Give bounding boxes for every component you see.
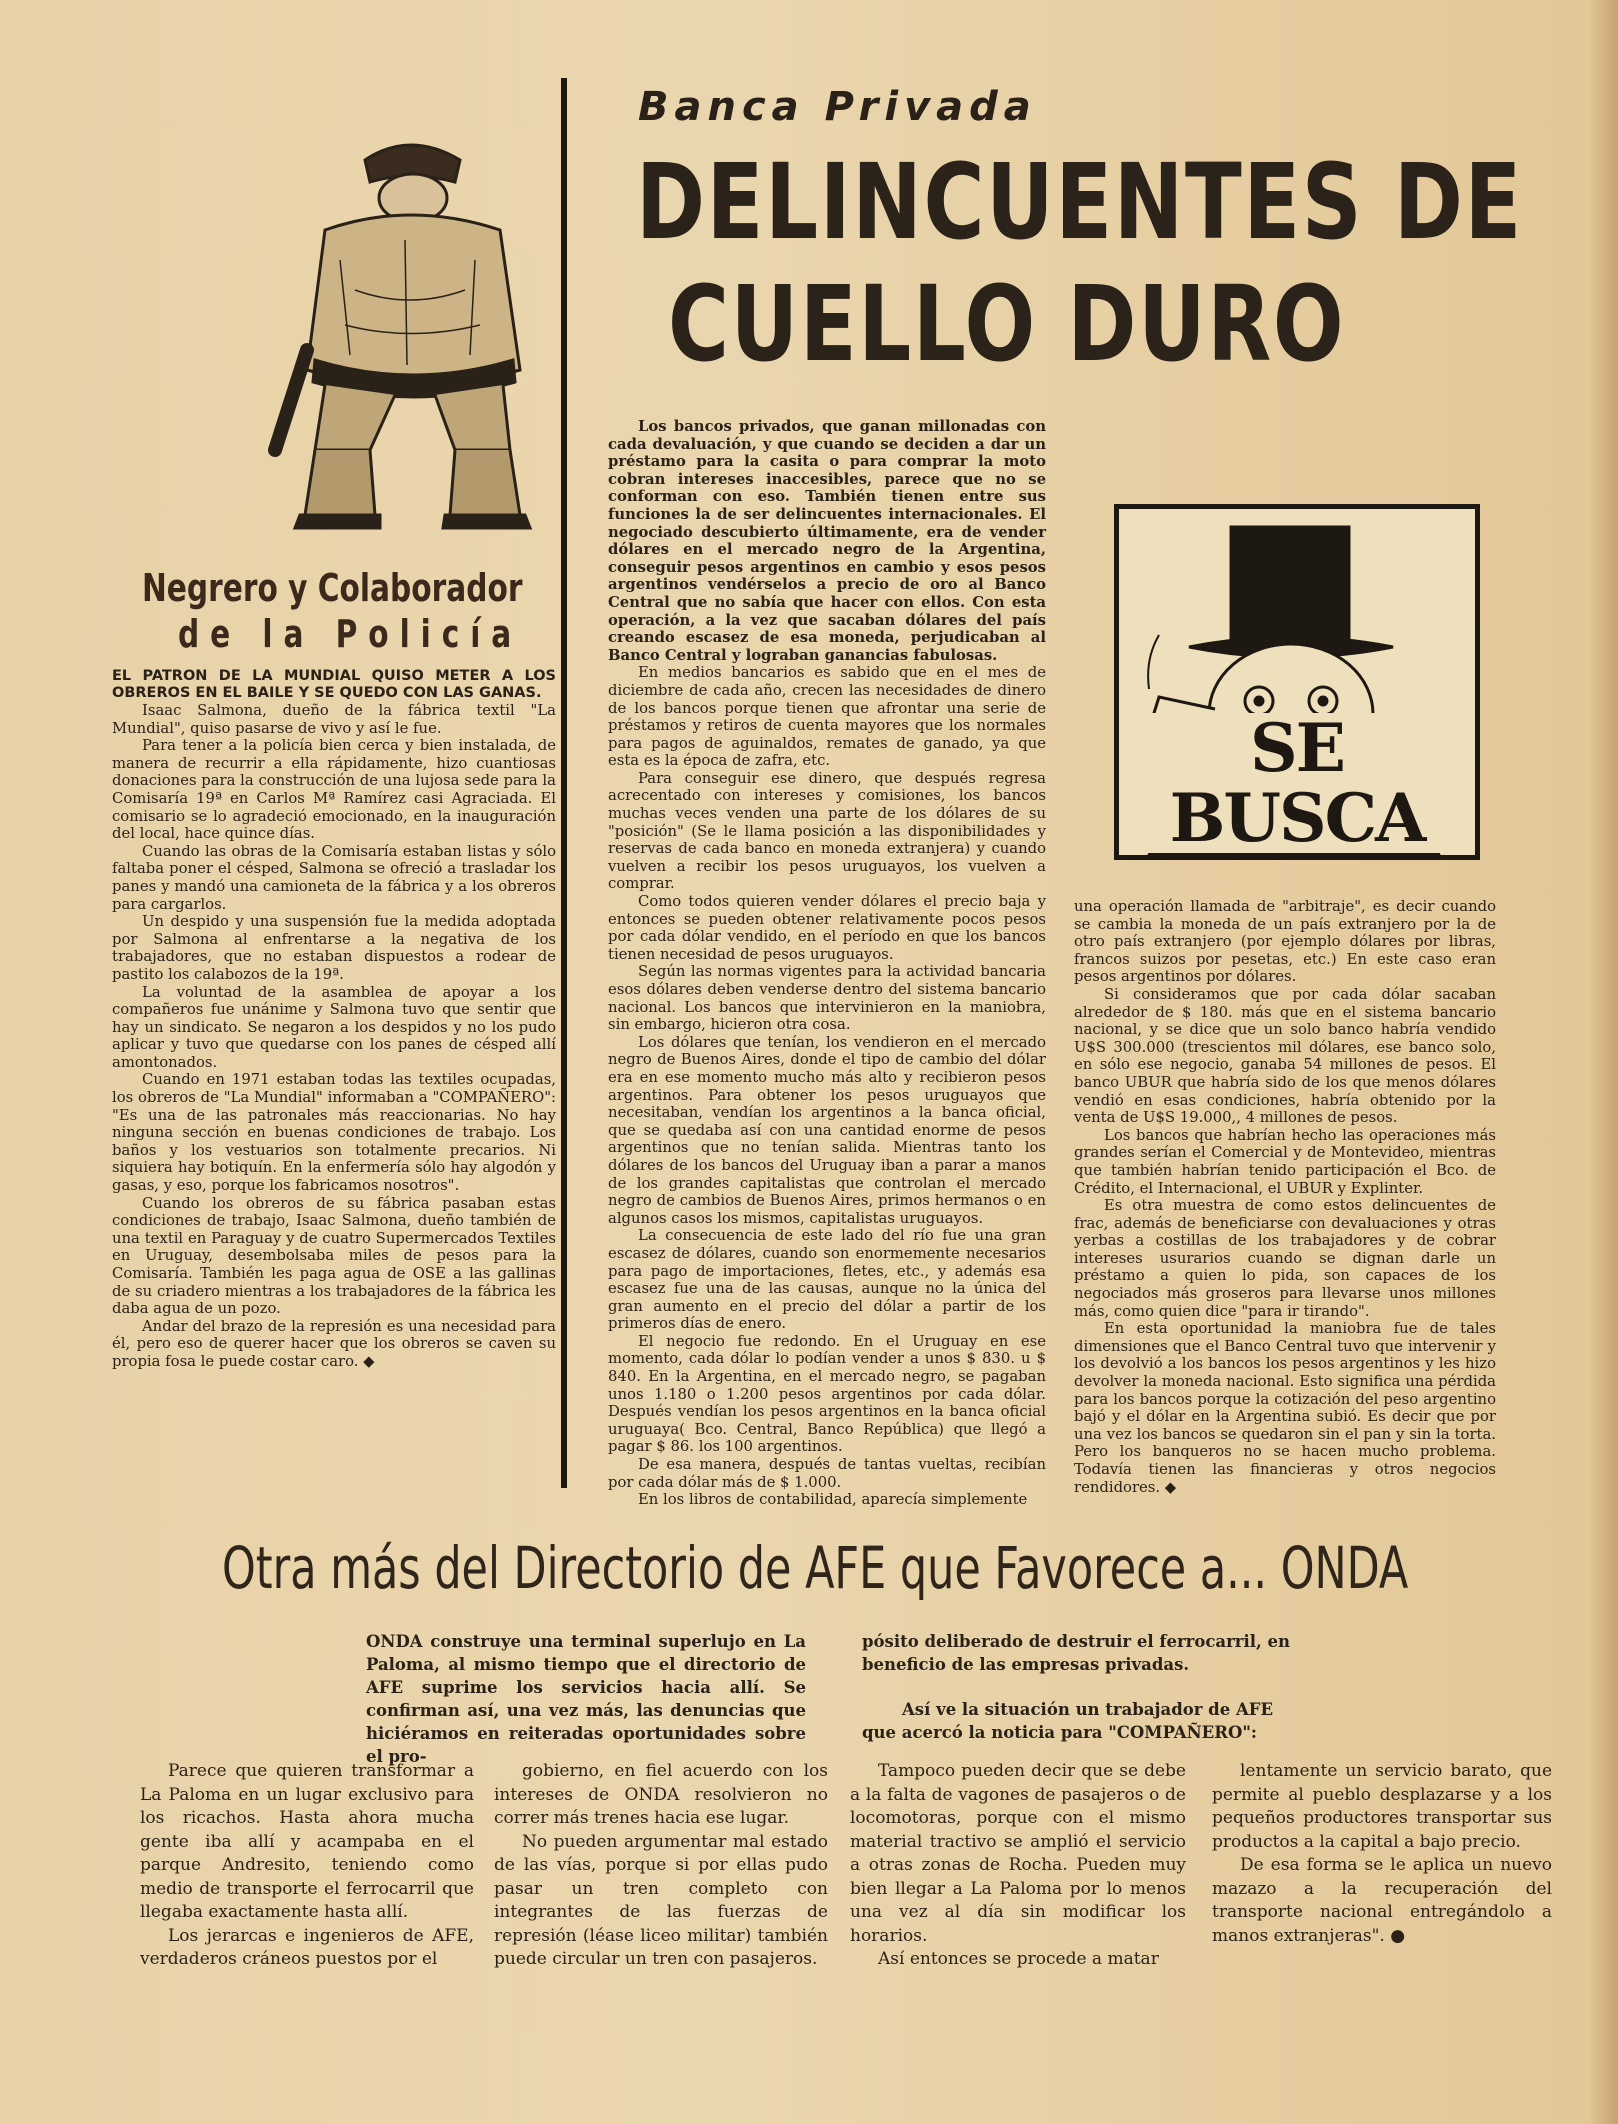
bottom-lead-right-text: pósito deliberado de destruir el ferrocarril, en beneficio de las empresas privadas.	[862, 1632, 1291, 1674]
bottom-col1	[140, 1760, 474, 1972]
main-paragraph: El negocio fue redondo. En el Uruguay en ese momento, cada dólar lo podían vender a unos $ 830. u $ 840. En la Argentina, en el mercado negro, se pagaban unos 1.180 o 1.200 pesos argentinos por cada dólar. Después vendían los pesos argentinos en la banca oficial uruguaya( Bco. Central, Banco República) que llegó a pagar $ 86. los 100 argentinos.	[608, 1332, 1046, 1456]
bottom-paragraph: Los jerarcas e ingenieros de AFE, verdaderos cráneos puestos por el	[140, 1925, 474, 1969]
bottom-paragraph: De esa forma se le aplica un nuevo mazazo a la recuperación del transporte nacional entregándolo a manos extranjeras". ●	[1212, 1855, 1552, 1946]
left-paragraph: Isaac Salmona, dueño de la fábrica textil "La Mundial", quiso pasarse de vivo y así le fue.	[112, 702, 556, 737]
left-deck: EL PATRON DE LA MUNDIAL QUISO METER A LOS OBREROS EN EL BAILE Y SE QUEDO CON LAS GANAS.	[112, 668, 556, 701]
wanted-poster-text: SE BUSCA	[1119, 713, 1475, 853]
main-paragraph: De esa manera, después de tantas vueltas, recibían por cada dólar más de $ 1.000.	[608, 1456, 1046, 1491]
left-headline-line1: Negrero y Colaborador	[142, 566, 523, 610]
main-paragraph: Los bancos que habrían hecho las operaciones más grandes serían el Comercial y de Montevideo, mientras que también habrían tenido participación el Bco. de Crédito, el Internacional, el UBUR y Explinter.	[1074, 1126, 1496, 1197]
main-paragraph: Los bancos privados, que ganan millonadas con cada devaluación, y que cuando se deciden a dar un préstamo para la casita o para comprar la moto cobran intereses inaccesibles, parece que no se conforman con eso. También tienen entre sus funciones la de ser delincuentes internacionales. El negociado descubierto últimamente, era de vender dólares en el mercado negro de la Argentina, conseguir pesos argentinos en cambio y esos pesos argentinos vendérselos a precio de oro al Banco Central que no sabía que hacer con ellos. Con esta operación, a la vez que sacaban dólares del país creando escasez de esa moneda, perjudicaban al Banco Central y lograban ganancias fabulosas.	[608, 418, 1046, 664]
main-paragraph: Como todos quieren vender dólares el precio baja y entonces se pueden obtener relativamente pocos pesos por cada dólar vendido, en el período en que los bancos tienen necesidad de pesos uruguayos.	[608, 893, 1046, 963]
bottom-lead-right-text2: Así ve la situación un trabajador de AFE que acercó la noticia para "COMPAÑERO":	[862, 1700, 1274, 1742]
bottom-paragraph: Tampoco pueden decir que se debe a la falta de vagones de pasajeros o de locomotoras, porque con el mismo material tractivo se amplió el servicio a otras zonas de Rocha. Pueden muy bien llegar a La Paloma por lo menos una vez al día sin modificar los horarios.	[850, 1761, 1186, 1946]
left-paragraph: Cuando los obreros de su fábrica pasaban estas condiciones de trabajo, Isaac Salmona, dueño también de una textil en Paraguay y de cuatro Supermercados Textiles en Uruguay, desembolsaba miles de pesos para la Comisaría. También les paga agua de OSE a las gallinas de su criadero mientras a los trabajadores de la fábrica les daba agua de un pozo.	[112, 1194, 556, 1318]
bottom-paragraph: lentamente un servicio barato, que permite al pueblo desplazarse y a los pequeños productores transportar sus productos a la capital a bajo precio.	[1212, 1761, 1552, 1852]
main-article-col2	[1074, 898, 1496, 1496]
main-paragraph: En medios bancarios es sabido que en el mes de diciembre de cada año, crecen las necesidades de dinero de los bancos porque tienen que afrontar una serie de préstamos y retiros de cuenta mayores que los normales para pagos de aguinaldos, remates de ganado, ya que esta es la época de zafra, etc.	[608, 664, 1046, 770]
bottom-col3	[850, 1760, 1186, 1972]
left-headline-line2: de la Policía	[178, 612, 523, 656]
main-kicker: Banca Privada	[638, 84, 1037, 130]
column-rule	[561, 78, 567, 1488]
main-paragraph: una operación llamada de "arbitraje", es decir cuando se cambia la moneda de un país extranjero por la de otro país extranjero (por ejemplo dólares por libras, francos suizos por pesetas, etc.) En este caso eran pesos argentinos por dólares.	[1074, 898, 1496, 986]
main-paragraph: Para conseguir ese dinero, que después regresa acrecentado con intereses y comisiones, los bancos muchas veces venden una parte de los dólares de su "posición" (Se le llama posición a las disponibilidades y reservas de cada banco en moneda extranjera) y cuando vuelven a recibir los pesos uruguayos, los vuelven a comprar.	[608, 769, 1046, 893]
main-paragraph: Si consideramos que por cada dólar sacaban alrededor de $ 180. más que en el sistema bancario nacional, y se dice que un solo banco habría vendido U$S 300.000 (trescientos mil dólares, ese banco solo, en sólo ese negocio, ganaba 54 millones de pesos. El banco UBUR que habría sido de los que menos dólares vendió en esas condiciones, habría obtenido por la venta de U$S 19.000,, 4 millones de pesos.	[1074, 985, 1496, 1127]
left-paragraph: Cuando en 1971 estaban todas las textiles ocupadas, los obreros de "La Mundial" informaban a "COMPAÑERO": "Es una de las patronales más reaccionarias. No hay ninguna sección en buenas condiciones de trabajo. Los baños y los vestuarios son totalmente precarios. Ni siquiera hay botiquín. En la enfermería sólo hay algodón y gasas, y eso, porque los fabricamos nosotros".	[112, 1071, 556, 1195]
policeman-illustration	[245, 120, 575, 540]
main-paragraph: En esta oportunidad la maniobra fue de tales dimensiones que el Banco Central tuvo que intervenir y los devolvió a los bancos los pesos argentinos y les hizo devolver la moneda nacional. Esto significa una pérdida para los bancos porque la cotización del peso argentino bajó y el dólar en la Argentina subió. Es decir que por una vez los bancos se quedaron sin el pan y sin la torta. Pero los banqueros no se hacen mucho problema. Todavía tienen las financieras y otros negocios rendidores. ◆	[1074, 1320, 1496, 1496]
left-article-body	[112, 668, 556, 1371]
left-paragraph: Andar del brazo de la represión es una necesidad para él, pero eso de querer hacer que los obreros se caven su propia fosa le puede costar caro. ◆	[112, 1317, 556, 1370]
bottom-lead-left: ONDA construye una terminal superlujo en La Paloma, al mismo tiempo que el directorio de AFE suprime los servicios hacia allí. Se confirman así, una vez más, las denuncias que hiciéramos en reiteradas oportunidades sobre el pro-	[366, 1632, 806, 1766]
page-edge-shadow	[1588, 0, 1618, 2124]
bottom-paragraph: No pueden argumentar mal estado de las vías, porque si por ellas pudo pasar un tren completo con integrantes de las fuerzas de represión (léase liceo militar) también puede circular un tren con pasajeros.	[494, 1831, 828, 1969]
main-headline-line1: DELINCUENTES DE	[636, 141, 1523, 263]
main-article-col1	[608, 418, 1046, 1509]
main-paragraph: Según las normas vigentes para la actividad bancaria esos dólares deben venderse dentro del sistema bancario nacional. Los bancos que intervinieron en la maniobra, sin embargo, hicieron otra cosa.	[608, 963, 1046, 1034]
left-paragraph: Un despido y una suspensión fue la medida adoptada por Salmona al enfrentarse a la negativa de los trabajadores, que no estaban dispuestos a rodear de pastito los calabozos de la 19ª.	[112, 913, 556, 983]
main-paragraph: En los libros de contabilidad, aparecía simplemente	[638, 1491, 1028, 1509]
bottom-lead-right	[862, 1630, 1312, 1744]
left-paragraph: Cuando las obras de la Comisaría estaban listas y sólo faltaba poner el césped, Salmona se ofreció a trasladar los panes y mandó una camioneta de la fábrica y a los obreros para cargarlos.	[112, 842, 556, 913]
bottom-paragraph: gobierno, en fiel acuerdo con los intereses de ONDA resolvieron no correr más trenes hacia ese lugar.	[494, 1761, 828, 1828]
bottom-col2	[494, 1760, 828, 1972]
wanted-poster	[1114, 504, 1480, 860]
bottom-col4	[1212, 1760, 1552, 1948]
main-headline-line2: CUELLO DURO	[668, 263, 1346, 385]
bottom-paragraph: Parece que quieren transformar a La Paloma en un lugar exclusivo para los ricachos. Hasta ahora mucha gente iba allí y acampaba en el parque Andresito, teniendo como medio de transporte el ferrocarril que llegaba exactamente hasta allí.	[140, 1761, 474, 1922]
main-paragraph: Los dólares que tenían, los vendieron en el mercado negro de Buenos Aires, donde el tipo de cambio del dólar era en ese momento mucho más alto y recibieron pesos argentinos. Para obtener los pesos uruguayos que necesitaban, vendían los argentinos a la banca oficial, que se quedaba así con una cantidad enorme de pesos argentinos que no tenían salida. Mientras tanto los dólares de los bancos del Uruguay iban a parar a manos de los grandes capitalistas que controlan el mercado negro de cambios de Buenos Aires, primos hermanos o en algunos casos los mismos, capitalistas uruguayos.	[608, 1033, 1046, 1227]
main-paragraph: Es otra muestra de como estos delincuentes de frac, además de beneficiarse con devaluaciones y otras yerbas a costillas de los trabajadores y de cobrar intereses usurarios cuando se dignan darle un préstamo a quien lo pida, son capaces de los negociados más groseros para llevarse unos millones más, como quien dice "para ir tirando".	[1074, 1197, 1496, 1320]
bottom-headline: Otra más del Directorio de AFE que Favorece a... ONDA	[222, 1534, 1409, 1602]
bottom-paragraph: Así entonces se procede a matar	[878, 1949, 1159, 1969]
main-paragraph: La consecuencia de este lado del río fue una gran escasez de dólares, cuando son enormemente necesarios para pago de importaciones, fletes, etc., y además esa escasez fue una de las causas, aunque no la única del gran aumento en el precio del dólar a partir de los primeros días de enero.	[608, 1227, 1046, 1333]
left-paragraph: La voluntad de la asamblea de apoyar a los compañeros fue unánime y Salmona tuvo que sentir que hay un sindicato. Se negaron a los despidos y no los pudo aplicar y tuvo que quedarse con los panes de césped allí amontonados.	[112, 983, 556, 1071]
left-paragraph: Para tener a la policía bien cerca y bien instalada, de manera de recurrir a ella rápidamente, hizo cuantiosas donaciones para la construcción de una lujosa sede para la Comisaría 19ª en Carlos Mª Ramírez casi Agraciada. El comisario se lo agradeció emocionado, en la inauguración del local, hace quince días.	[112, 737, 556, 843]
